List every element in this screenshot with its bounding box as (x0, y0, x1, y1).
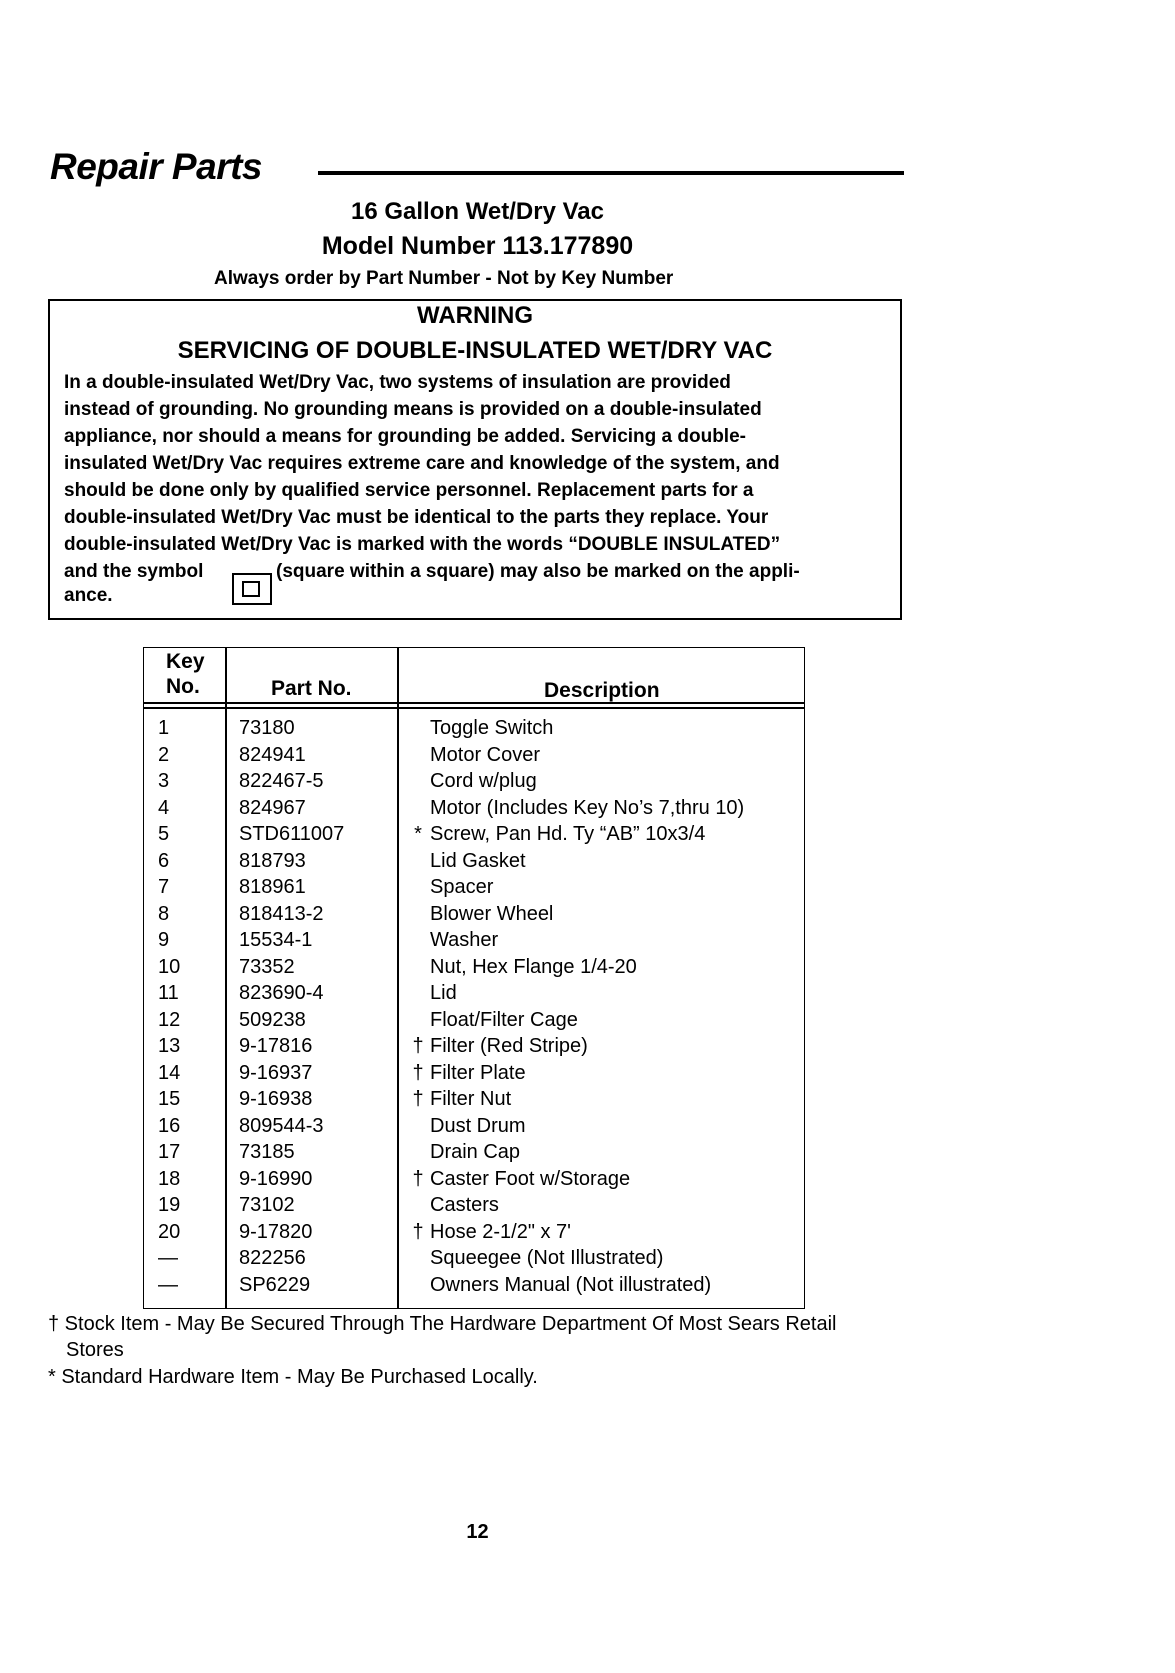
warning-symbol-line-end: (square within a square) may also be marked on the appli- (276, 561, 800, 582)
part-number-cell: 824967 (239, 796, 306, 819)
table-row (144, 1062, 804, 1088)
key-cell: — (158, 1273, 178, 1296)
part-number-cell: 9-16990 (239, 1167, 313, 1190)
description-cell: Filter (Red Stripe) (430, 1035, 588, 1057)
description-cell: Owners Manual (Not illustrated) (430, 1273, 712, 1296)
warning-title: WARNING (417, 302, 533, 329)
part-number-cell: STD611007 (239, 823, 345, 845)
item-marker: † (412, 1035, 424, 1057)
warning-text-line: instead of grounding. No grounding means is provided on a double-insulated (64, 399, 762, 420)
part-number-cell: 824941 (239, 743, 306, 766)
header-rule (144, 702, 804, 704)
part-number-cell: 809544-3 (239, 1114, 324, 1137)
key-cell: 16 (158, 1114, 181, 1137)
description-cell: Cord w/plug (430, 770, 537, 792)
part-number-cell: 15534-1 (239, 929, 313, 951)
key-cell: 7 (158, 876, 170, 898)
description-cell: Caster Foot w/Storage (430, 1167, 631, 1190)
part-number-cell: 9-17820 (239, 1220, 313, 1243)
table-row (144, 1221, 804, 1247)
footnote-stock-cont: Stores (66, 1339, 124, 1361)
table-row (144, 823, 804, 849)
key-cell: 13 (158, 1035, 181, 1057)
header-key-no: No. (166, 675, 200, 698)
key-cell: 8 (158, 902, 170, 925)
table-row (144, 744, 804, 770)
part-number-cell: 822256 (239, 1247, 306, 1269)
table-row (144, 770, 804, 796)
description-cell: Washer (430, 929, 499, 951)
key-cell: 6 (158, 849, 170, 872)
warning-text-line: double-insulated Wet/Dry Vac must be identical to the parts they replace. Your (64, 507, 769, 528)
table-row (144, 1141, 804, 1167)
key-cell: 12 (158, 1008, 181, 1031)
key-cell: 17 (158, 1141, 181, 1163)
table-row (144, 1088, 804, 1114)
item-marker: † (412, 1220, 424, 1243)
key-cell: 10 (158, 955, 181, 978)
table-row (144, 1009, 804, 1035)
part-number-cell: 9-16938 (239, 1088, 313, 1110)
table-row (144, 903, 804, 929)
description-cell: Hose 2-1/2" x 7' (430, 1220, 571, 1243)
part-number-cell: SP6229 (239, 1273, 311, 1296)
key-cell: 15 (158, 1088, 181, 1110)
key-cell: 14 (158, 1061, 181, 1084)
key-cell: — (158, 1247, 178, 1269)
table-row (144, 717, 804, 743)
table-row (144, 929, 804, 955)
description-cell: Screw, Pan Hd. Ty “AB” 10x3/4 (430, 823, 706, 845)
key-cell: 2 (158, 743, 170, 766)
table-row (144, 1274, 804, 1300)
item-marker: † (412, 1061, 424, 1084)
part-number-cell: 9-16937 (239, 1061, 313, 1084)
key-cell: 11 (158, 982, 179, 1004)
part-number-cell: 818961 (239, 876, 306, 898)
footnote-standard: * Standard Hardware Item - May Be Purchased Locally. (48, 1366, 538, 1388)
table-row (144, 982, 804, 1008)
model-number: Model Number 113.177890 (321, 232, 634, 260)
parts-table (143, 647, 805, 1309)
description-cell: Lid Gasket (430, 849, 526, 872)
key-cell: 1 (158, 717, 170, 739)
key-cell: 3 (158, 770, 170, 792)
warning-symbol-line-start: and the symbol (64, 561, 204, 582)
warning-text-line: appliance, nor should a means for grounding be added. Servicing a double- (64, 426, 746, 447)
description-cell: Spacer (430, 876, 494, 898)
section-title: Repair Parts (50, 146, 262, 187)
warning-text-line: double-insulated Wet/Dry Vac is marked with the words “DOUBLE INSULATED” (64, 534, 781, 555)
table-row (144, 1035, 804, 1061)
description-cell: Motor Cover (430, 743, 541, 766)
description-cell: Drain Cap (430, 1141, 521, 1163)
key-cell: 5 (158, 823, 170, 845)
title-rule (318, 171, 904, 175)
warning-text-line: ance. (64, 585, 113, 606)
item-marker: † (412, 1088, 424, 1110)
key-cell: 4 (158, 796, 170, 819)
warning-text-line: should be done only by qualified service personnel. Replacement parts for a (64, 480, 754, 501)
table-row (144, 876, 804, 902)
part-number-cell: 73102 (239, 1194, 295, 1216)
key-cell: 9 (158, 929, 170, 951)
part-number-cell: 818413-2 (239, 902, 324, 925)
description-cell: Float/Filter Cage (430, 1008, 578, 1031)
description-cell: Dust Drum (430, 1114, 526, 1137)
description-cell: Lid (430, 982, 457, 1004)
key-cell: 20 (158, 1220, 181, 1243)
part-number-cell: 823690-4 (239, 982, 324, 1004)
part-number-cell: 73180 (239, 717, 295, 739)
double-insulated-icon (232, 573, 272, 605)
key-cell: 18 (158, 1167, 181, 1190)
order-note: Always order by Part Number - Not by Key Number (214, 268, 674, 289)
part-number-cell: 509238 (239, 1008, 306, 1031)
part-number-cell: 73352 (239, 955, 295, 978)
warning-subtitle: SERVICING OF DOUBLE-INSULATED WET/DRY VAC (177, 337, 773, 364)
description-cell: Filter Plate (430, 1061, 526, 1084)
item-marker: * (414, 823, 422, 845)
table-row (144, 1115, 804, 1141)
table-row (144, 1168, 804, 1194)
table-row (144, 1247, 804, 1273)
table-row (144, 850, 804, 876)
description-cell: Squeegee (Not Illustrated) (430, 1247, 664, 1269)
warning-text-line: insulated Wet/Dry Vac requires extreme care and knowledge of the system, and (64, 453, 780, 474)
item-marker: † (412, 1167, 424, 1190)
description-cell: Blower Wheel (430, 902, 554, 925)
table-row (144, 1194, 804, 1220)
description-cell: Casters (430, 1194, 499, 1216)
part-number-cell: 822467-5 (239, 770, 324, 792)
header-description: Description (544, 679, 660, 702)
description-cell: Filter Nut (430, 1088, 512, 1110)
table-row (144, 797, 804, 823)
page-number: 12 (466, 1521, 489, 1543)
header-key: Key (166, 650, 205, 673)
description-cell: Nut, Hex Flange 1/4-20 (430, 955, 637, 978)
footnote-stock: † Stock Item - May Be Secured Through The Hardware Department Of Most Sears Retail (48, 1313, 837, 1335)
part-number-cell: 818793 (239, 849, 306, 872)
key-cell: 19 (158, 1194, 181, 1216)
header-rule (144, 707, 804, 709)
part-number-cell: 73185 (239, 1141, 295, 1163)
description-cell: Toggle Switch (430, 717, 554, 739)
warning-box (48, 299, 902, 620)
description-cell: Motor (Includes Key No’s 7,thru 10) (430, 796, 745, 819)
part-number-cell: 9-17816 (239, 1035, 313, 1057)
header-part-no: Part No. (271, 677, 352, 700)
model-name: 16 Gallon Wet/Dry Vac (351, 198, 604, 225)
table-row (144, 956, 804, 982)
warning-text-line: In a double-insulated Wet/Dry Vac, two systems of insulation are provided (64, 372, 731, 393)
